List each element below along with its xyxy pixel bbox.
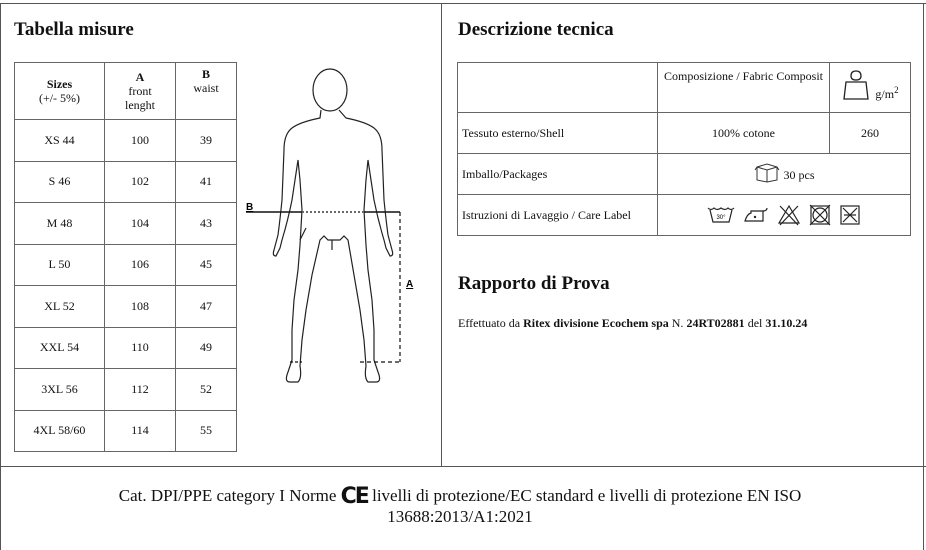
length-measure [290,212,402,362]
footer-line1-post: livelli di protezione/EC standard e livelli di protezione EN ISO [372,486,802,505]
ce-mark-icon: CE [340,484,368,509]
size-cell: S 46 [15,161,105,203]
header-front-length [105,63,176,120]
no-tumble-dry-icon [809,204,831,226]
front-length-cell: 106 [105,244,176,286]
report-date: 31.10.24 [765,316,808,330]
front-length-cell: 108 [105,286,176,328]
tech-header-row [458,63,911,113]
size-cell: L 50 [15,244,105,286]
tech-header-weight [830,63,911,113]
shell-composition: 100% cotone [658,113,830,154]
header-a-line1: front [128,84,152,98]
package-label: Imballo/Packages [458,154,658,195]
tech-header-composition [658,63,830,113]
front-length-cell: 110 [105,327,176,369]
size-table-header [15,63,237,120]
waist-cell: 39 [176,120,237,162]
size-row [15,161,237,203]
header-sizes-label: Sizes [46,77,73,91]
size-row [15,120,237,162]
frame-divider [441,3,442,466]
size-table-title: Tabella misure [14,19,134,40]
size-row [15,203,237,245]
waist-cell: 45 [176,244,237,286]
tech-header-empty [458,63,658,113]
size-row [15,327,237,369]
no-bleach-icon [777,204,801,226]
waist-cell: 52 [176,369,237,411]
front-length-cell: 100 [105,120,176,162]
care-icons-cell [658,195,911,236]
footer-divider [0,466,926,467]
size-cell: 4XL 58/60 [15,410,105,452]
iron-low-icon [743,205,769,225]
size-row [15,369,237,411]
size-cell: XXL 54 [15,327,105,369]
weight-unit: $g/m^2$ [875,84,899,101]
waist-cell: 43 [176,203,237,245]
header-b-letter: B [201,67,210,81]
frame-right-line [923,3,924,550]
body-outline [273,69,392,382]
care-label: Istruzioni di Lavaggio / Care Label [458,195,658,236]
header-a-letter: A [135,70,145,84]
header-a-line2: lenght [125,98,155,112]
test-report-title: Rapporto di Prova [458,273,610,294]
shell-label: Tessuto esterno/Shell [458,113,658,154]
header-b-line1: waist [193,81,219,95]
tech-description-title: Descrizione tecnica [458,19,614,40]
waist-cell: 49 [176,327,237,369]
size-cell: XL 52 [15,286,105,328]
report-lab: Ritex divisione Ecochem spa [523,316,669,330]
figure-label-a: A [406,279,414,290]
frame-left-line [0,3,1,550]
footer-line1-pre: Cat. DPI/PPE category I Norme [118,486,337,505]
tech-table [457,62,911,236]
size-cell: M 48 [15,203,105,245]
test-report-text: Effettuato da Ritex divisione Ecochem spa N. 24RT02881 del 31.10.24 [458,316,808,330]
tech-row-package [458,154,911,195]
waist-cell: 47 [176,286,237,328]
size-row [15,286,237,328]
tech-row-care [458,195,911,236]
svg-text:30°: 30° [716,215,726,221]
header-sizes [15,63,105,120]
weight-icon [841,70,871,102]
figure-label-b: B [246,202,254,213]
front-length-cell: 114 [105,410,176,452]
header-sizes-tolerance: (+/- 5%) [38,91,81,105]
package-value: 30 pcs [783,168,815,182]
package-cell [658,154,911,195]
frame-top-line [0,3,926,4]
tech-row-shell [458,113,911,154]
size-cell: 3XL 56 [15,369,105,411]
size-row [15,244,237,286]
front-length-cell: 104 [105,203,176,245]
footer-line2: 13688:2013/A1:2021 [387,507,533,526]
wash-30-icon [707,205,735,225]
box-icon [754,161,780,183]
no-dry-clean-icon [839,204,861,226]
shell-weight: 260 [830,113,911,154]
report-number: 24RT02881 [686,316,745,330]
header-waist [176,63,237,120]
body-figure [240,60,440,400]
waist-cell: 55 [176,410,237,452]
footer-certification [60,486,860,527]
front-length-cell: 102 [105,161,176,203]
size-table [14,62,237,452]
front-length-cell: 112 [105,369,176,411]
waist-cell: 41 [176,161,237,203]
size-row [15,410,237,452]
composition-header: Composizione / Fabric Composit [664,69,823,83]
size-cell: XS 44 [15,120,105,162]
